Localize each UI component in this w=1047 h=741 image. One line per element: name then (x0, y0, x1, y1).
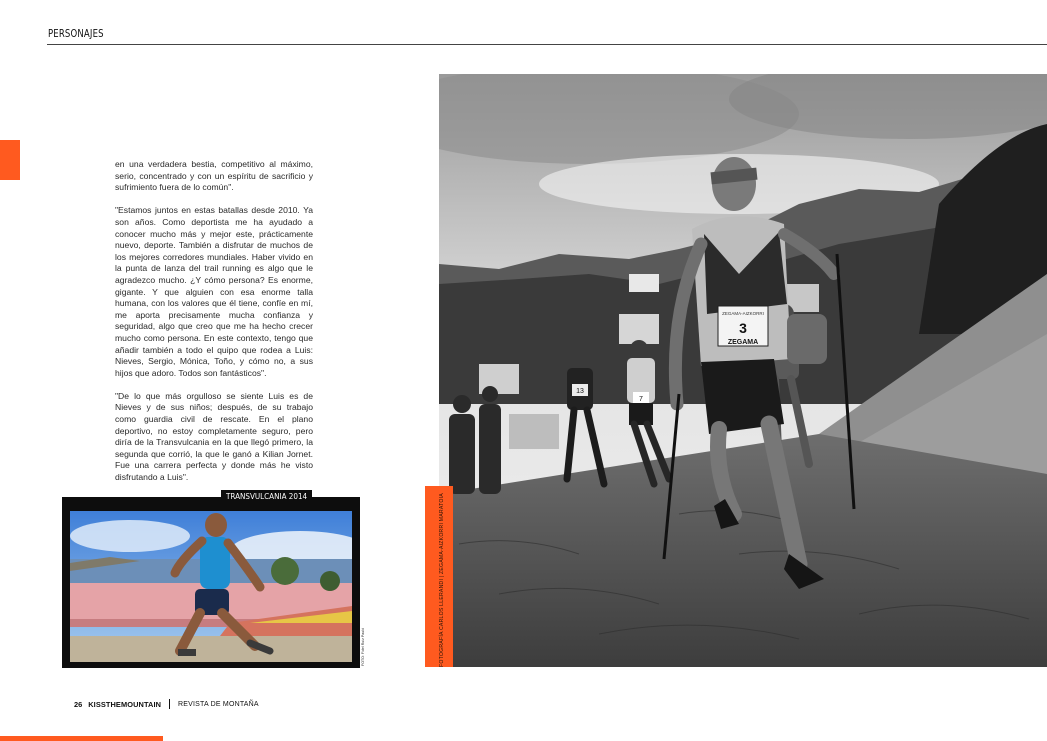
article-paragraph: en una verdadera bestia, competitivo al máximo, serio, concentrado y con un espíritu de sacrificio y sufrimiento fuera de lo común". (115, 159, 313, 193)
inset-photo-credit: FOTO: Fidel Ruiz Pauló (361, 627, 365, 666)
article-body (115, 159, 313, 495)
photo-credit-strip (425, 486, 453, 667)
main-bib-race: ZEGAMA-AIZKORRI (722, 311, 764, 316)
page-number: 26 (74, 699, 83, 709)
footer-accent-bar (0, 736, 163, 741)
page-edge-tab (0, 140, 20, 180)
inset-photo-label: TRANSVULCANIA 2014 (221, 490, 312, 504)
article-paragraph: "De lo que más orgulloso se siente Luis es de Nieves y de sus niños; después, de su trabajo como guardia civil de rescate. En el plano deportivo, no estoy completamente seguro, pero diría de la Transvulcania en la que llegó primero, la segunda que corrió, la que le ganó a Kilian Jornet. Fue una carrera perfecta y donde más he visto disfrutando a Luis". (115, 390, 313, 483)
main-bib-sponsor: ZEGAMA (727, 339, 759, 346)
main-bib-number: 3 (739, 320, 747, 336)
header-divider (47, 44, 1047, 45)
photo-credit: FOTOGRAFÍA CARLOS LLERANDI | ZEGAMA-AIZKORRI MARATOIA (439, 493, 445, 667)
footer-divider (169, 699, 170, 709)
main-photo (439, 74, 1047, 667)
page-footer (74, 699, 259, 709)
magazine-name: KISSTHEMOUNTAIN (88, 699, 162, 709)
back-bib-number: 13 (576, 388, 584, 395)
inset-photo (70, 511, 352, 662)
section-title: PERSONAJES (48, 27, 104, 40)
inset-photo-frame (62, 497, 360, 668)
back-bib-number: 7 (639, 396, 643, 403)
article-paragraph: "Estamos juntos en estas batallas desde 2010. Ya son años. Como deportista me ha ayudado a conocer mucho más y mejor este, prácticamente nuevo, deporte. También a disfrutar de muchos de los mejores corredores mundiales. Haber vivido en la punta de lanza del trail running es algo que le agradezco mucho. ¿Y cómo persona? Es enorme, gigante. Y que alguien con esa enorme talla humana, con los valores que él tiene, confíe en mí, me aporta precisamente mucha confianza y seguridad, algo que creo que me ha hecho crecer mucho como persona. En este contexto, tengo que añadir también a todo el quipo que rodea a Luis: Nieves, Sergio, Mónica, Toño, y cómo no, a sus hijos que adoro. Todos son fantásticos". (115, 205, 313, 378)
magazine-subtitle: REVISTA DE MONTAÑA (178, 700, 259, 708)
